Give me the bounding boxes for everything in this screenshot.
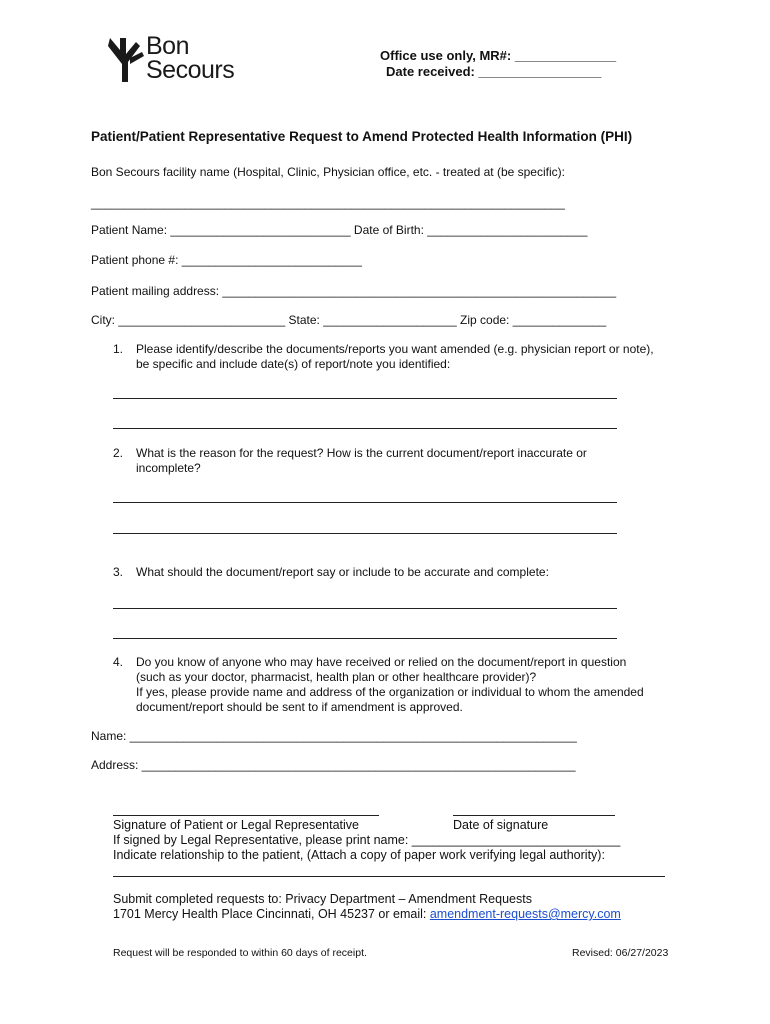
submit-address: 1701 Mercy Health Place Cincinnati, OH 45237 or email: — [113, 907, 430, 921]
question-4-line3: If yes, please provide name and address of the organization or individual to whom the amended — [136, 685, 644, 699]
city-state-zip-field[interactable]: City: _________________________ State: ____________________ Zip code: ______________ — [91, 313, 607, 327]
submit-line1: Submit completed requests to: Privacy Department – Amendment Requests — [113, 892, 532, 906]
question-4-number: 4. — [113, 655, 124, 669]
question-1-number: 1. — [113, 342, 124, 356]
email-link[interactable]: amendment-requests@mercy.com — [429, 907, 621, 921]
date-received: Date received: _________________ — [386, 64, 602, 79]
footer-revised-date: Revised: 06/27/2023 — [572, 947, 669, 959]
facility-line[interactable]: _______________________________________________________________________ — [91, 196, 565, 210]
recipient-address-field[interactable]: Address: _________________________________________________________________ — [91, 758, 576, 772]
question-4-text — [136, 655, 644, 715]
question-4-line1: Do you know of anyone who may have received or relied on the document/report in question — [136, 655, 627, 669]
office-use-mr: Office use only, MR#: ______________ — [380, 48, 617, 63]
signature-line[interactable] — [113, 815, 379, 816]
answer-1-line-1[interactable] — [113, 398, 617, 399]
facility-label: Bon Secours facility name (Hospital, Clinic, Physician office, etc. - treated at (be specific): — [91, 165, 565, 179]
date-signature-label: Date of signature — [453, 818, 549, 832]
question-2-text — [136, 446, 587, 476]
form-title: Patient/Patient Representative Request to Amend Protected Health Information (PHI) — [91, 129, 633, 144]
question-4-line4: document/report should be sent to if amendment is approved. — [136, 700, 463, 714]
question-2-line2: incomplete? — [136, 461, 201, 475]
submit-line2 — [113, 907, 621, 922]
question-1-line1: Please identify/describe the documents/reports you want amended (e.g. physician report or note), — [136, 342, 654, 356]
question-3-number: 3. — [113, 565, 124, 579]
answer-3-line-2[interactable] — [113, 638, 617, 639]
patient-phone-field[interactable]: Patient phone #: ___________________________ — [91, 253, 362, 267]
answer-1-line-2[interactable] — [113, 428, 617, 429]
logo-text-line1: Bon — [146, 32, 189, 60]
question-2-line1: What is the reason for the request? How is the current document/report inaccurate or — [136, 446, 587, 460]
footer-response-note: Request will be responded to within 60 days of receipt. — [113, 947, 367, 959]
patient-name-dob-field[interactable]: Patient Name: ___________________________ Date of Birth: ________________________ — [91, 223, 588, 237]
answer-2-line-2[interactable] — [113, 533, 617, 534]
question-1-text — [136, 342, 654, 372]
relationship-label: Indicate relationship to the patient, (Attach a copy of paper work verifying legal authority): — [113, 848, 605, 862]
question-3-text: What should the document/report say or include to be accurate and complete: — [136, 565, 549, 579]
bon-secours-logo — [106, 34, 266, 86]
question-2-number: 2. — [113, 446, 124, 460]
logo-wordmark — [146, 34, 234, 82]
question-1-line2: be specific and include date(s) of report/note you identified: — [136, 357, 451, 371]
mailing-address-field[interactable]: Patient mailing address: ___________________________________________________________ — [91, 284, 617, 298]
legal-rep-name-field[interactable]: If signed by Legal Representative, please print name: ______________________________ — [113, 833, 621, 847]
answer-2-line-1[interactable] — [113, 502, 617, 503]
question-4-line2: (such as your doctor, pharmacist, health plan or other healthcare provider)? — [136, 670, 537, 684]
recipient-name-field[interactable]: Name: ___________________________________________________________________ — [91, 729, 577, 743]
relationship-line[interactable] — [113, 876, 665, 877]
logo-mark-icon — [106, 34, 146, 86]
signature-label: Signature of Patient or Legal Representative — [113, 818, 359, 832]
office-use-block — [380, 48, 616, 80]
logo-text-line2: Secours — [146, 56, 235, 84]
date-signature-line[interactable] — [453, 815, 615, 816]
answer-3-line-1[interactable] — [113, 608, 617, 609]
